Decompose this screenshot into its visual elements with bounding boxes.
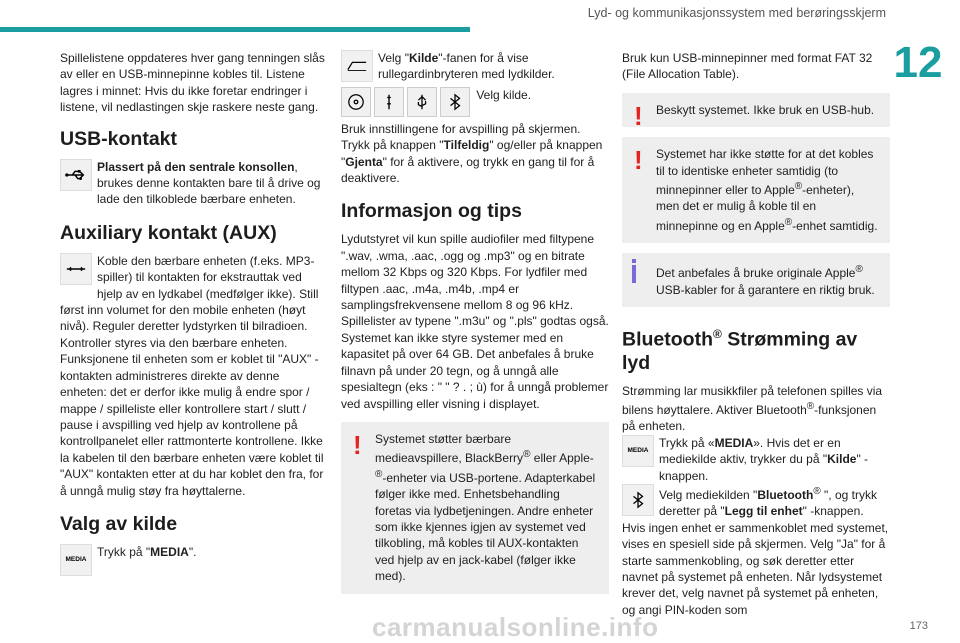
media-button-icon: MEDIA	[622, 435, 654, 467]
warning-box-identical-devices	[622, 137, 890, 243]
warning-icon: !	[634, 100, 643, 131]
source-tab-icon	[341, 50, 373, 82]
source-paragraph: Trykk på "MEDIA".	[97, 544, 197, 559]
media-block	[622, 435, 890, 484]
aux-block	[60, 253, 328, 499]
bluetooth-icon	[440, 87, 470, 117]
kilde-paragraph: Velg "Kilde"-fanen for å vise rullegardinbryteren med lydkilder.	[378, 51, 555, 82]
fat-paragraph: Bruk kun USB-minnepinner med format FAT 32 (File Allocation Table).	[622, 51, 873, 82]
media-paragraph: Trykk på «MEDIA». Hvis det er en mediekilde aktiv, trykker du på "Kilde" -knappen.	[659, 435, 869, 483]
source-block	[60, 544, 328, 563]
aux-jack-icon	[60, 253, 92, 285]
usb-heading: USB-kontakt	[60, 127, 178, 150]
usb-icon	[60, 159, 92, 191]
usb-icon	[407, 87, 437, 117]
intro-paragraph: Spillelistene oppdateres hver gang tenningen slås av eller en USB-minnepinne kobles til. Listene lagres i minnet: Hvis du ikke foretar endringer i listene, vil nedlastingen skje raskere neste gang.	[60, 51, 325, 115]
bluetooth-icon	[622, 484, 654, 516]
bt-source-paragraph: Velg mediekilden "Bluetooth® ", og trykk deretter på "Legg til enhet" -knappen.	[659, 486, 877, 519]
velg-kilde-text: Velg kilde.	[476, 87, 532, 102]
settings-paragraph: Bruk innstillingene for avspilling på skjermen. Trykk på knappen "Tilfeldig" og/eller på knappen "Gjenta" for å aktivere, og trykk en gang til for å deaktivere.	[341, 121, 603, 186]
info-icon	[632, 265, 636, 283]
tip-text: Det anbefales å bruke originale Apple® USB-kabler for å garantere en riktig bruk.	[656, 264, 875, 297]
warning-paragraph: Systemet støtter bærbare medieavspillere, BlackBerry® eller Apple-®-enheter via USB-portene. Adapterkabel følger ikke med. Enhetsbehandling foretas via lydbetjeningen. Andre enheter som ikke kjennes igjen av systemet ved tilkobling, må kobles til AUX-kontakten ved hjelp av en jack-kabel (følger ikke med).	[375, 431, 596, 584]
column-1	[60, 50, 328, 578]
media-button-icon: MEDIA	[60, 544, 92, 576]
info-paragraph: Lydutstyret vil kun spille audiofiler med filtypene ".wav, .wma, .aac, .ogg og .mp3" og en bitrate mellom 32 Kbps og 320 Kbps. For lydfiler med filtypen .aac, .m4a, .m4b, .mp4 er samplingsfrekvensene mellom 8 og 96 kHz. Spillelister av typene ".m3u" og ".pls" godtas også. Systemet kan ikke styre systemer med en kapasitet på over 64 GB. Det anbefales å bruke filnavn på under 20 tegn, og å unngå alle spesialtegn (eks : " " ? . ; ù) for å unngå problemer ved avspilling eller visning i displayet.	[341, 232, 609, 411]
column-2	[341, 50, 609, 604]
warning-identical-devices-text: Systemet har ikke støtte for at det kobles til to identiske enheter samtidig (to minnepinner eller to Apple®-enheter), men det er mulig å koble til en minnepinne og en Apple®-enhet samtidig.	[656, 147, 878, 233]
source-heading: Valg av kilde	[60, 512, 178, 535]
header-accent-bar	[0, 27, 470, 32]
warning-icon: !	[353, 429, 362, 460]
disc-icon	[341, 87, 371, 117]
warning-box	[341, 422, 609, 594]
column-3	[622, 50, 890, 618]
aux-heading: Auxiliary kontakt (AUX)	[60, 221, 277, 244]
aux-jack-icon	[374, 87, 404, 117]
page-number: 173	[909, 620, 928, 632]
chapter-number: 12	[893, 38, 943, 87]
section-title: Lyd- og kommunikasjonssystem med berøringsskjerm	[587, 6, 886, 20]
usb-block	[60, 159, 328, 208]
kilde-block	[341, 50, 609, 83]
usb-paragraph: Plassert på den sentrale konsollen, brukes denne kontakten bare til å drive og lade den tilkoblede bærbare enheten.	[97, 159, 321, 207]
bt-source-block	[622, 484, 890, 520]
source-icons-row	[341, 87, 609, 117]
warning-usb-hub-text: Beskytt systemet. Ikke bruk en USB-hub.	[656, 102, 875, 117]
watermark: carmanualsonline.info	[372, 612, 659, 642]
bluetooth-heading: Bluetooth® Strømming av lyd	[622, 327, 858, 374]
info-heading: Informasjon og tips	[341, 200, 522, 223]
pairing-paragraph: Hvis ingen enhet er sammenkoblet med systemet, vises en spesiell side på skjermen. Velg "Ja" for å starte sammenkobling, og søk deretter etter navnet på systemet på enheten. Når lydsystemet krever det, velg navnet på systemet på enheten, og angi PIN-koden som	[622, 520, 889, 617]
warning-icon: !	[634, 145, 643, 176]
bluetooth-paragraph: Strømming lar musikkfiler på telefonen spilles via bilens høyttalere. Aktiver Bluetooth®-funksjonen på enheten.	[622, 383, 883, 434]
aux-paragraph: Koble den bærbare enheten (f.eks. MP3-spiller) til kontakten for ekstrauttak ved hjelp av en lydkabel (medfølger ikke). Still først inn volumet for den mobile enheten (høyt nivå). Reguler deretter lydstyrken til bilradioen. Kontroller styres via den bærbare enheten. Funksjonene til enheten som er koblet til "AUX" -kontakten administreres direkte av denne enheten: det er derfor ikke mulig å endre spor / mappe / spilleliste eller kontrollere start / slutt / pause i avspilling ved hjelp av kontrollene på kontrollpanelet eller rattmonterte kontrollene. Ikke la kabelen til den bærbare enheten være koblet til "AUX" kontakten etter at du har koblet den fra, for å unngå mulig støy fra høyttalerne.	[60, 253, 324, 498]
warning-box-usb-hub	[622, 93, 890, 131]
tip-box	[622, 253, 890, 307]
